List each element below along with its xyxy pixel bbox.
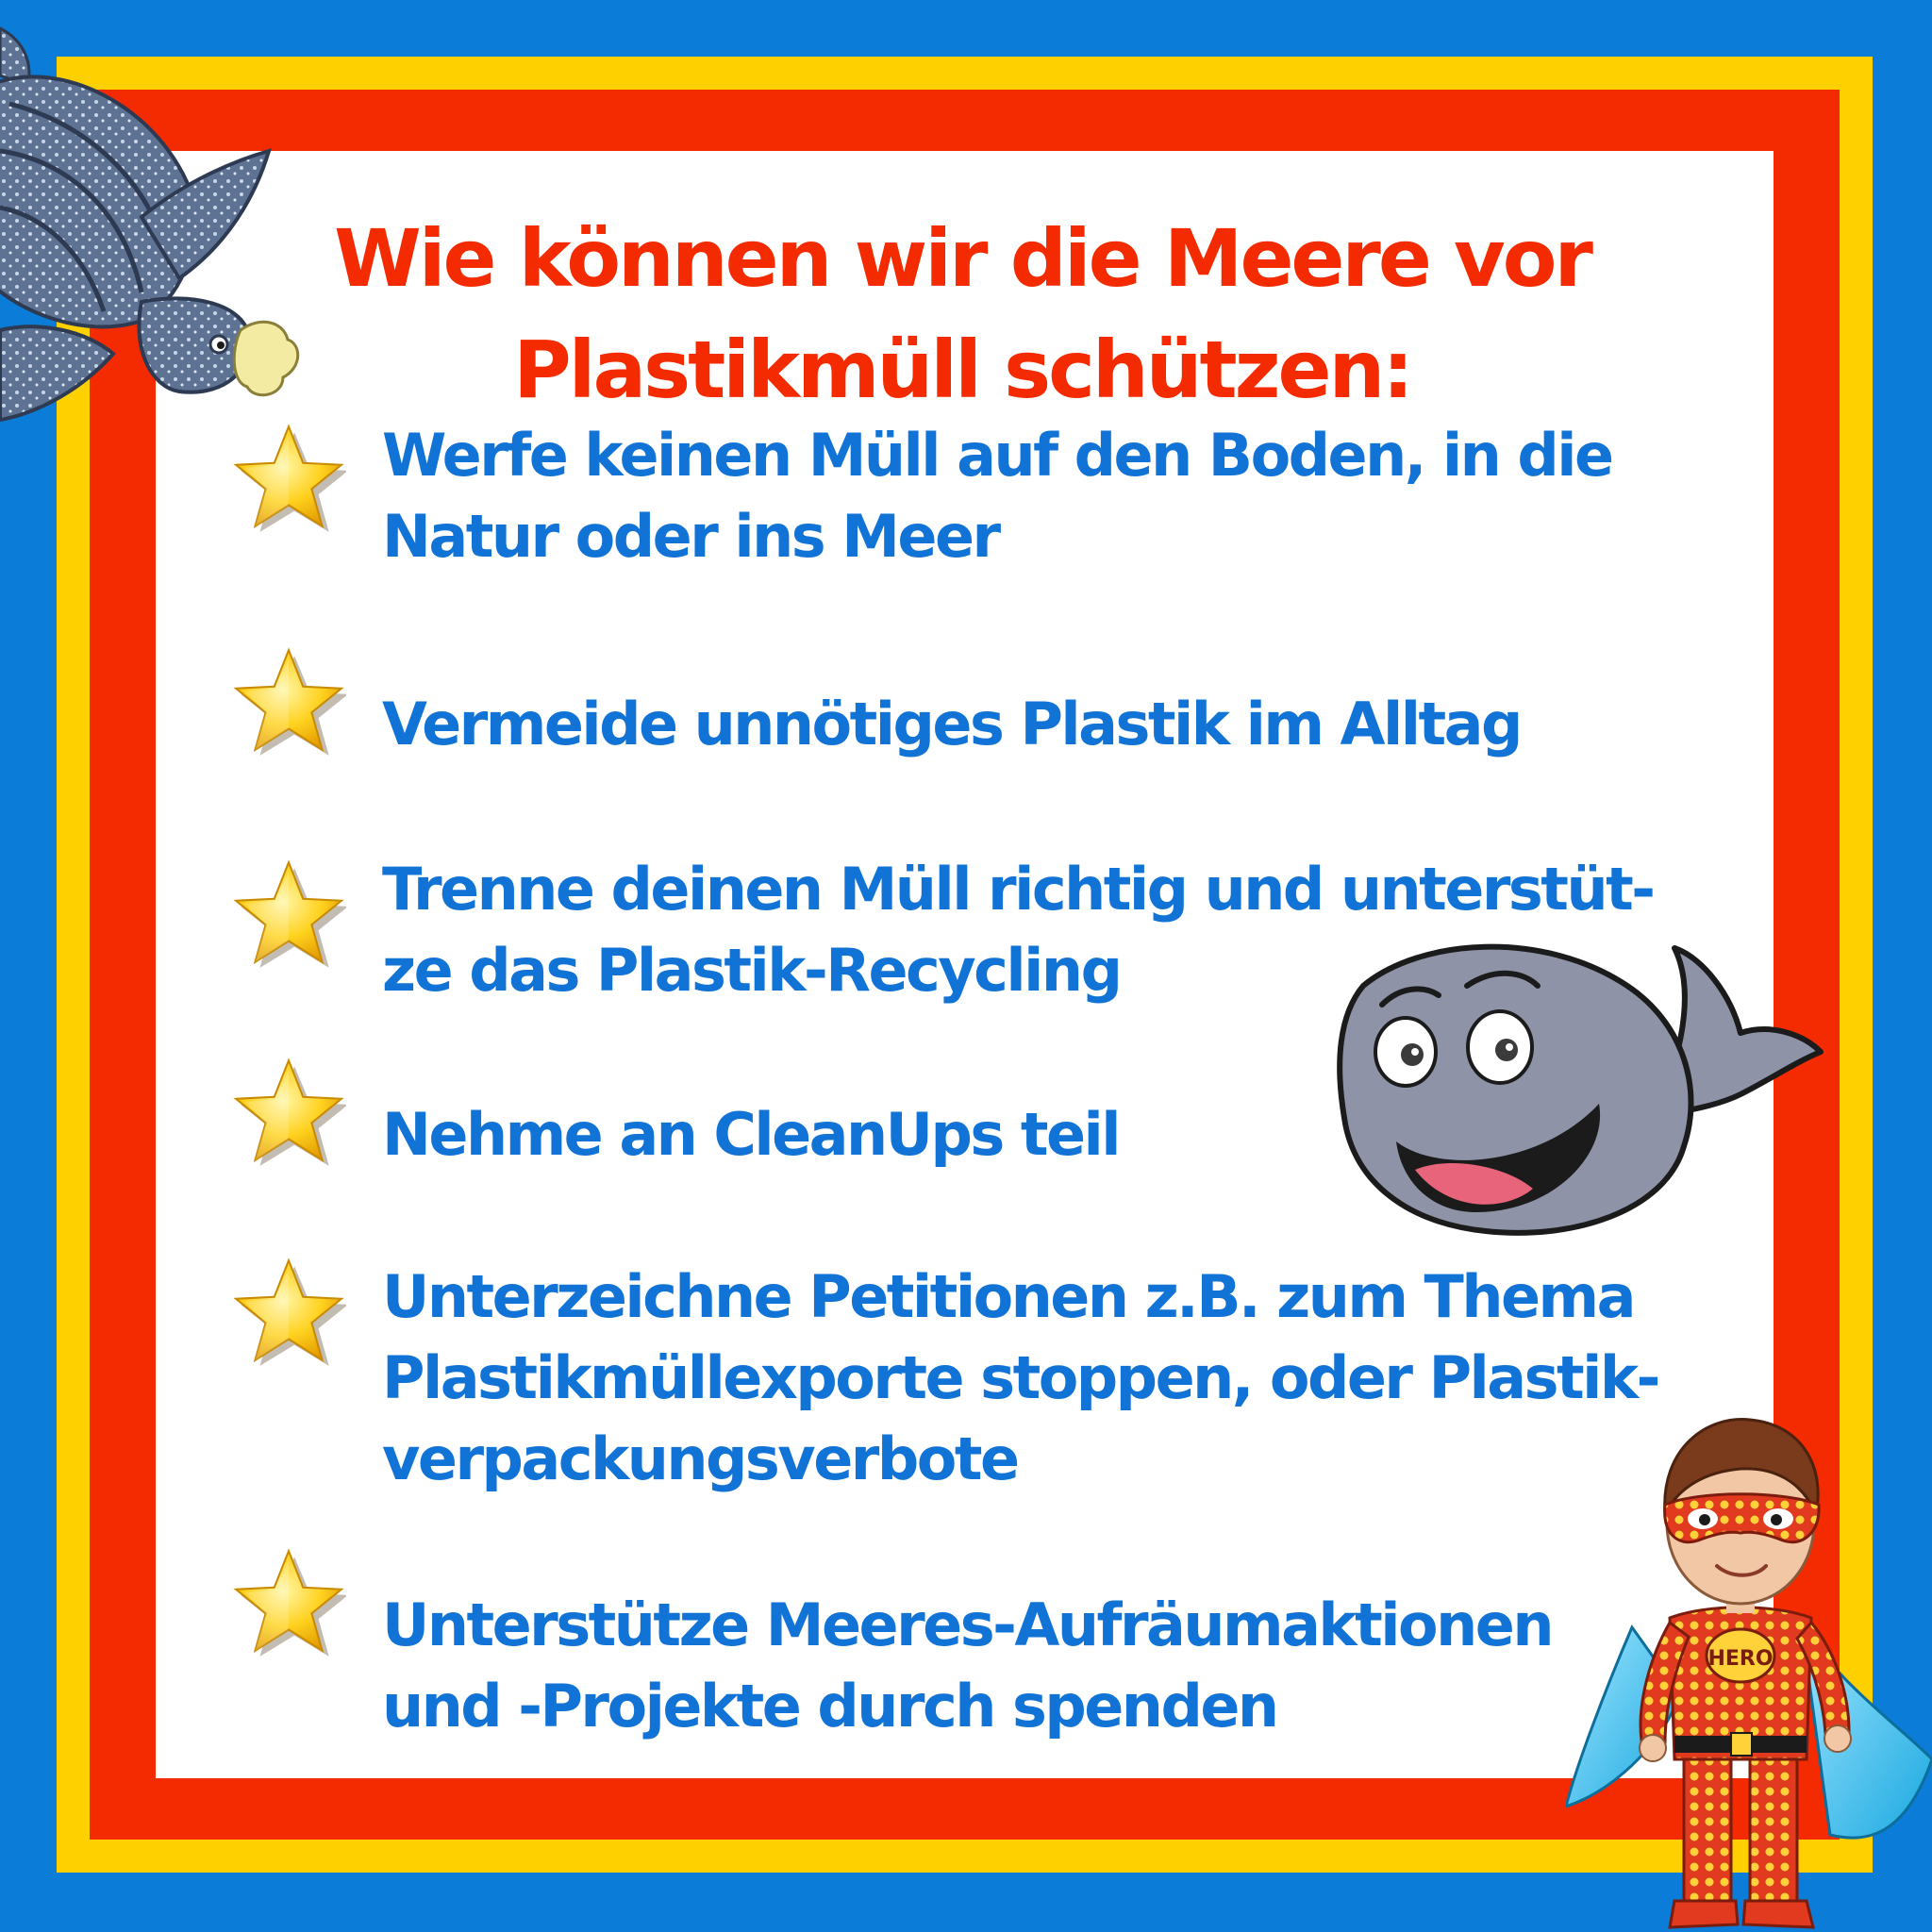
- star-icon: [231, 423, 346, 534]
- page-title: [283, 203, 1641, 425]
- item-text: Trenne deinen Müll richtig und unterstüt- ze das Plastik-Recycling: [382, 855, 1654, 1005]
- star-icon: [231, 646, 346, 758]
- superhero-kid-illustration: [1566, 1391, 1932, 1932]
- item-text: Unterzeichne Petitionen z.B. zum Thema Plastikmüllexporte stoppen, oder Plastik- verpackungsverbote: [382, 1262, 1658, 1493]
- item-text: Unterstütze Meeres-Aufräumaktionen und -Projekte durch spenden: [382, 1591, 1552, 1740]
- whale-illustration: [1325, 929, 1825, 1250]
- item-text: Nehme an CleanUps teil: [382, 1100, 1120, 1169]
- hero-badge-text: HERO: [1707, 1647, 1774, 1671]
- title-line-1: Wie können wir die Meere vor: [334, 212, 1591, 305]
- sea-turtle-illustration: [0, 19, 321, 425]
- item-text: Vermeide unnötiges Plastik im Alltag: [382, 690, 1521, 758]
- star-icon: [231, 1547, 346, 1658]
- title-line-2: Plastikmüll schützen:: [513, 324, 1411, 416]
- star-icon: [231, 1057, 346, 1168]
- item-text: Werfe keinen Müll auf den Boden, in die Natur oder ins Meer: [382, 421, 1612, 571]
- star-icon: [231, 858, 346, 970]
- star-icon: [231, 1257, 346, 1368]
